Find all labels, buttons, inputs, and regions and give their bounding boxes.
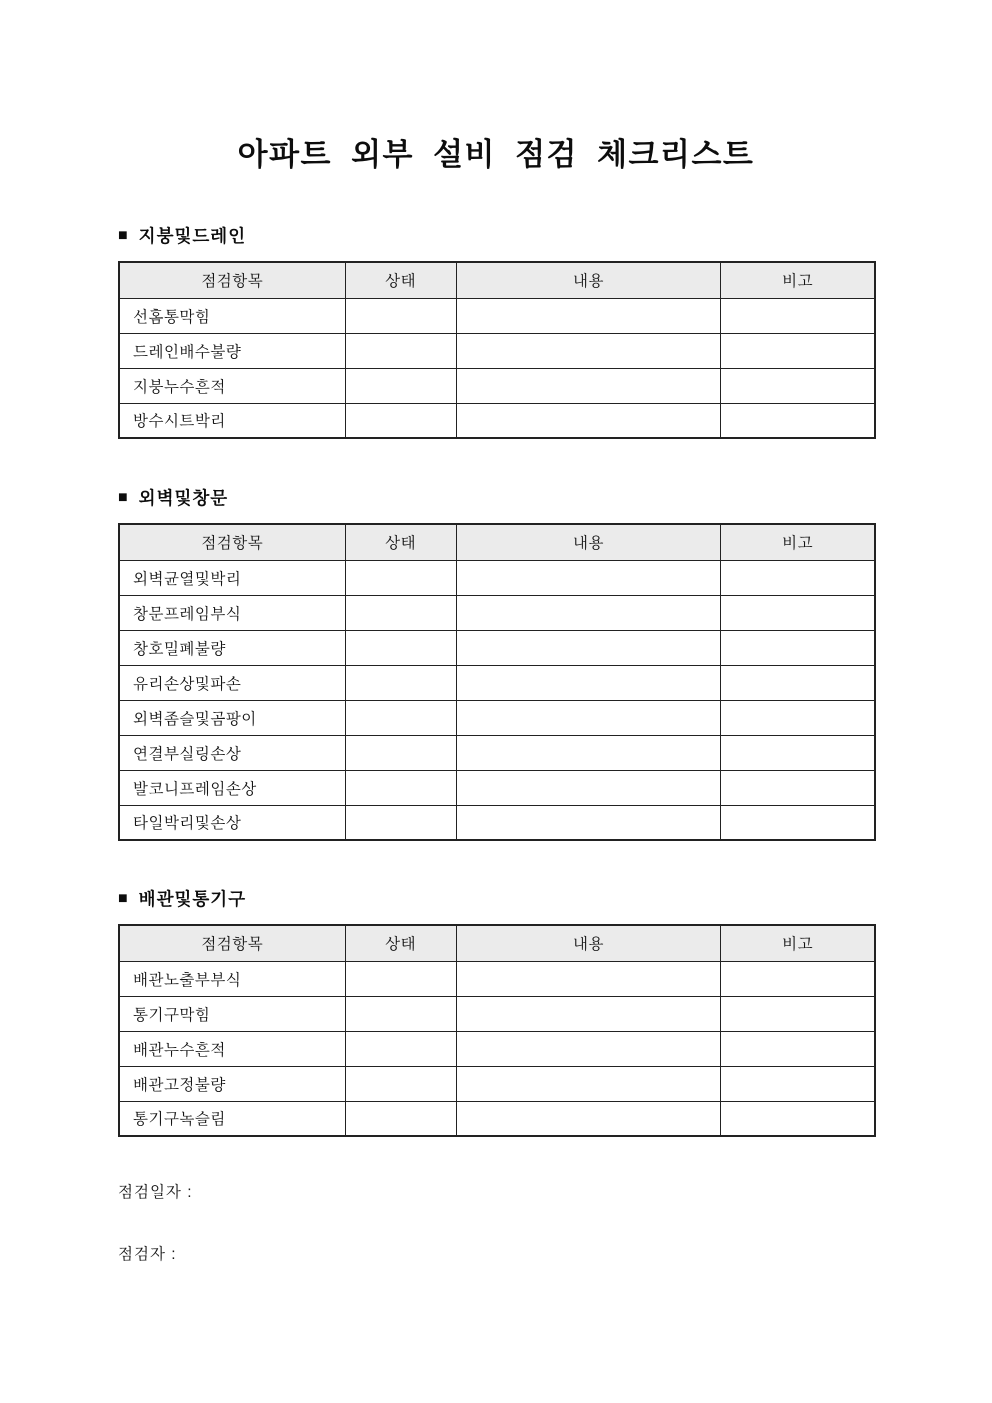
note-cell: [721, 403, 875, 438]
table-row: [119, 805, 875, 840]
column-header-status: 상태: [345, 925, 456, 961]
note-cell: [721, 595, 875, 630]
item-name-cell: 외벽좀슬및곰팡이: [119, 700, 345, 735]
note-cell: [721, 368, 875, 403]
note-cell: [721, 1101, 875, 1136]
table-row: [119, 1031, 875, 1066]
detail-cell: [456, 996, 721, 1031]
status-cell: [345, 403, 456, 438]
note-cell: [721, 1031, 875, 1066]
checklist-table: [118, 523, 876, 841]
status-cell: [345, 630, 456, 665]
table-row: [119, 996, 875, 1031]
status-cell: [345, 1031, 456, 1066]
note-cell: [721, 630, 875, 665]
note-cell: [721, 961, 875, 996]
section-heading: [118, 487, 876, 509]
sections-container: [118, 225, 876, 1137]
table-header-row: [119, 925, 875, 961]
column-header-detail: 내용: [456, 262, 721, 298]
detail-cell: [456, 630, 721, 665]
checklist-table: [118, 924, 876, 1137]
item-name-cell: 드레인배수불량: [119, 333, 345, 368]
column-header-status: 상태: [345, 262, 456, 298]
table-row: [119, 368, 875, 403]
detail-cell: [456, 298, 721, 333]
item-name-cell: 연결부실링손상: [119, 735, 345, 770]
column-header-note: 비고: [721, 524, 875, 560]
table-row: [119, 1066, 875, 1101]
status-cell: [345, 1066, 456, 1101]
table-row: [119, 961, 875, 996]
detail-cell: [456, 770, 721, 805]
item-name-cell: 발코니프레임손상: [119, 770, 345, 805]
detail-cell: [456, 595, 721, 630]
item-name-cell: 선홈통막힘: [119, 298, 345, 333]
table-row: [119, 770, 875, 805]
square-bullet-icon: ■: [118, 890, 129, 907]
status-cell: [345, 735, 456, 770]
table-row: [119, 700, 875, 735]
status-cell: [345, 595, 456, 630]
column-header-status: 상태: [345, 524, 456, 560]
section-piping-and-vents: [118, 888, 876, 1137]
note-cell: [721, 665, 875, 700]
status-cell: [345, 333, 456, 368]
table-header-row: [119, 524, 875, 560]
section-roof-and-drain: [118, 225, 876, 439]
item-name-cell: 창호밀폐불량: [119, 630, 345, 665]
note-cell: [721, 298, 875, 333]
square-bullet-icon: ■: [118, 227, 129, 244]
detail-cell: [456, 1101, 721, 1136]
item-name-cell: 타일박리및손상: [119, 805, 345, 840]
item-name-cell: 유리손상및파손: [119, 665, 345, 700]
status-cell: [345, 700, 456, 735]
note-cell: [721, 700, 875, 735]
section-heading-label: 외벽및창문: [138, 488, 229, 508]
table-row: [119, 630, 875, 665]
note-cell: [721, 805, 875, 840]
document-content: [118, 225, 876, 1265]
column-header-detail: 내용: [456, 524, 721, 560]
note-cell: [721, 770, 875, 805]
column-header-item: 점검항목: [119, 524, 345, 560]
status-cell: [345, 1101, 456, 1136]
table-row: [119, 298, 875, 333]
detail-cell: [456, 560, 721, 595]
detail-cell: [456, 403, 721, 438]
square-bullet-icon: ■: [118, 489, 129, 506]
page-title: 아파트 외부 설비 점검 체크리스트: [237, 137, 755, 172]
inspection-date-label: 점검일자 :: [118, 1184, 193, 1201]
detail-cell: [456, 700, 721, 735]
detail-cell: [456, 665, 721, 700]
item-name-cell: 배관노출부부식: [119, 961, 345, 996]
table-header-row: [119, 262, 875, 298]
detail-cell: [456, 368, 721, 403]
table-row: [119, 595, 875, 630]
status-cell: [345, 996, 456, 1031]
detail-cell: [456, 805, 721, 840]
detail-cell: [456, 961, 721, 996]
table-row: [119, 665, 875, 700]
status-cell: [345, 298, 456, 333]
item-name-cell: 배관고정불량: [119, 1066, 345, 1101]
section-heading: [118, 888, 876, 910]
detail-cell: [456, 1031, 721, 1066]
status-cell: [345, 368, 456, 403]
table-row: [119, 560, 875, 595]
item-name-cell: 배관누수흔적: [119, 1031, 345, 1066]
column-header-item: 점검항목: [119, 262, 345, 298]
item-name-cell: 창문프레임부식: [119, 595, 345, 630]
section-heading-label: 배관및통기구: [138, 889, 247, 909]
status-cell: [345, 805, 456, 840]
column-header-item: 점검항목: [119, 925, 345, 961]
item-name-cell: 지붕누수흔적: [119, 368, 345, 403]
item-name-cell: 통기구녹슬림: [119, 1101, 345, 1136]
detail-cell: [456, 1066, 721, 1101]
item-name-cell: 통기구막힘: [119, 996, 345, 1031]
column-header-detail: 내용: [456, 925, 721, 961]
status-cell: [345, 665, 456, 700]
status-cell: [345, 770, 456, 805]
table-row: [119, 1101, 875, 1136]
detail-cell: [456, 333, 721, 368]
item-name-cell: 방수시트박리: [119, 403, 345, 438]
table-row: [119, 735, 875, 770]
checklist-table: [118, 261, 876, 439]
table-row: [119, 333, 875, 368]
column-header-note: 비고: [721, 262, 875, 298]
status-cell: [345, 560, 456, 595]
detail-cell: [456, 735, 721, 770]
status-cell: [345, 961, 456, 996]
table-row: [119, 403, 875, 438]
note-cell: [721, 1066, 875, 1101]
section-heading: [118, 225, 876, 247]
item-name-cell: 외벽균열및박리: [119, 560, 345, 595]
note-cell: [721, 735, 875, 770]
section-heading-label: 지붕및드레인: [138, 226, 247, 246]
note-cell: [721, 333, 875, 368]
note-cell: [721, 560, 875, 595]
note-cell: [721, 996, 875, 1031]
column-header-note: 비고: [721, 925, 875, 961]
inspector-name-label: 점검자 :: [118, 1246, 177, 1263]
section-exterior-wall-and-windows: [118, 487, 876, 841]
